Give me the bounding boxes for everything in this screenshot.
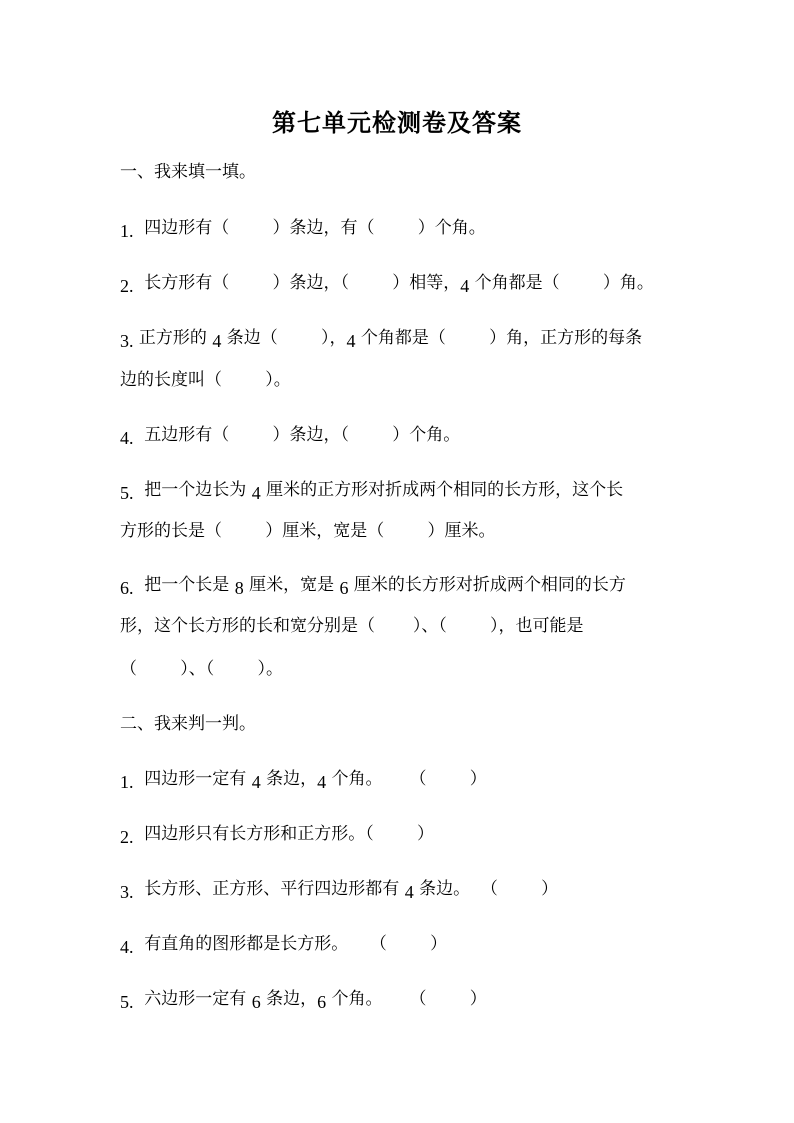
question-text: 有直角的图形都是长方形。 （ ） bbox=[133, 934, 448, 954]
judge-question-3 bbox=[120, 877, 558, 904]
judge-question-1 bbox=[120, 767, 487, 794]
question-number: 3. bbox=[120, 882, 134, 902]
fill-question-3-continued: 边的长度叫（ ）。 bbox=[120, 370, 291, 390]
question-number: 3. bbox=[120, 331, 134, 351]
question-digit: 4 bbox=[404, 882, 414, 902]
question-digit: 4 bbox=[251, 483, 261, 503]
question-text: 个角。 （ ） bbox=[326, 989, 487, 1009]
question-text: 条边， bbox=[260, 769, 318, 789]
fill-question-3 bbox=[120, 326, 642, 353]
fill-question-6 bbox=[120, 573, 626, 600]
fill-question-5 bbox=[120, 478, 623, 505]
page-title: 第七单元检测卷及答案 bbox=[272, 109, 522, 137]
question-text: 六边形一定有 bbox=[133, 989, 252, 1009]
question-text: 条边（ ）， bbox=[221, 328, 347, 348]
question-text: 把一个边长为 bbox=[133, 480, 252, 500]
question-text: 个角。 （ ） bbox=[326, 769, 487, 789]
question-number: 2. bbox=[120, 276, 134, 296]
question-text: 个角都是（ ）角。 bbox=[469, 273, 654, 293]
question-number: 5. bbox=[120, 483, 134, 503]
fill-question-6-continued: 形，这个长方形的长和宽分别是（ ）、（ ），也可能是 bbox=[120, 616, 584, 636]
question-text: 条边， bbox=[260, 989, 318, 1009]
question-text: 把一个长是 bbox=[133, 575, 235, 595]
question-digit: 6 bbox=[339, 578, 349, 598]
fill-question-4 bbox=[120, 423, 460, 450]
fill-question-5-continued: 方形的长是（ ）厘米，宽是（ ）厘米。 bbox=[120, 521, 496, 541]
question-text: 五边形有（ ）条边，（ ）个角。 bbox=[133, 425, 461, 445]
question-text: 四边形一定有 bbox=[133, 769, 252, 789]
question-number: 6. bbox=[120, 578, 134, 598]
question-text: 长方形有（ ）条边，（ ）相等， bbox=[133, 273, 461, 293]
question-text: 厘米的长方形对折成两个相同的长方 bbox=[348, 575, 626, 595]
question-text: 厘米，宽是 bbox=[243, 575, 340, 595]
judge-question-5 bbox=[120, 987, 487, 1014]
question-digit: 4 bbox=[346, 331, 356, 351]
question-number: 2. bbox=[120, 827, 134, 847]
question-number: 5. bbox=[120, 992, 134, 1012]
question-text: 条边。 （ ） bbox=[413, 879, 559, 899]
fill-question-1 bbox=[120, 216, 486, 243]
section-two-heading: 二、我来判一判。 bbox=[120, 714, 256, 734]
question-text: 四边形有（ ）条边，有（ ）个角。 bbox=[133, 218, 486, 238]
question-number: 4. bbox=[120, 937, 134, 957]
question-text: 长方形、正方形、平行四边形都有 bbox=[133, 879, 405, 899]
question-digit: 4 bbox=[317, 772, 327, 792]
question-number: 4. bbox=[120, 428, 134, 448]
question-number: 1. bbox=[120, 772, 134, 792]
question-text: 个角都是（ ）角，正方形的每条 bbox=[355, 328, 643, 348]
question-digit: 4 bbox=[251, 772, 261, 792]
question-digit: 4 bbox=[460, 276, 470, 296]
fill-question-6-continued: （ ）、（ ）。 bbox=[120, 659, 283, 679]
question-text: 正方形的 bbox=[133, 328, 213, 348]
fill-question-2 bbox=[120, 271, 654, 298]
question-digit: 4 bbox=[212, 331, 222, 351]
question-digit: 6 bbox=[251, 992, 261, 1012]
question-digit: 6 bbox=[317, 992, 327, 1012]
question-text: 四边形只有长方形和正方形。（ ） bbox=[133, 824, 435, 844]
section-one-heading: 一、我来填一填。 bbox=[120, 162, 256, 182]
question-digit: 8 bbox=[234, 578, 244, 598]
judge-question-4 bbox=[120, 932, 447, 959]
judge-question-2 bbox=[120, 822, 434, 849]
question-number: 1. bbox=[120, 221, 134, 241]
question-text: 厘米的正方形对折成两个相同的长方形，这个长 bbox=[260, 480, 624, 500]
